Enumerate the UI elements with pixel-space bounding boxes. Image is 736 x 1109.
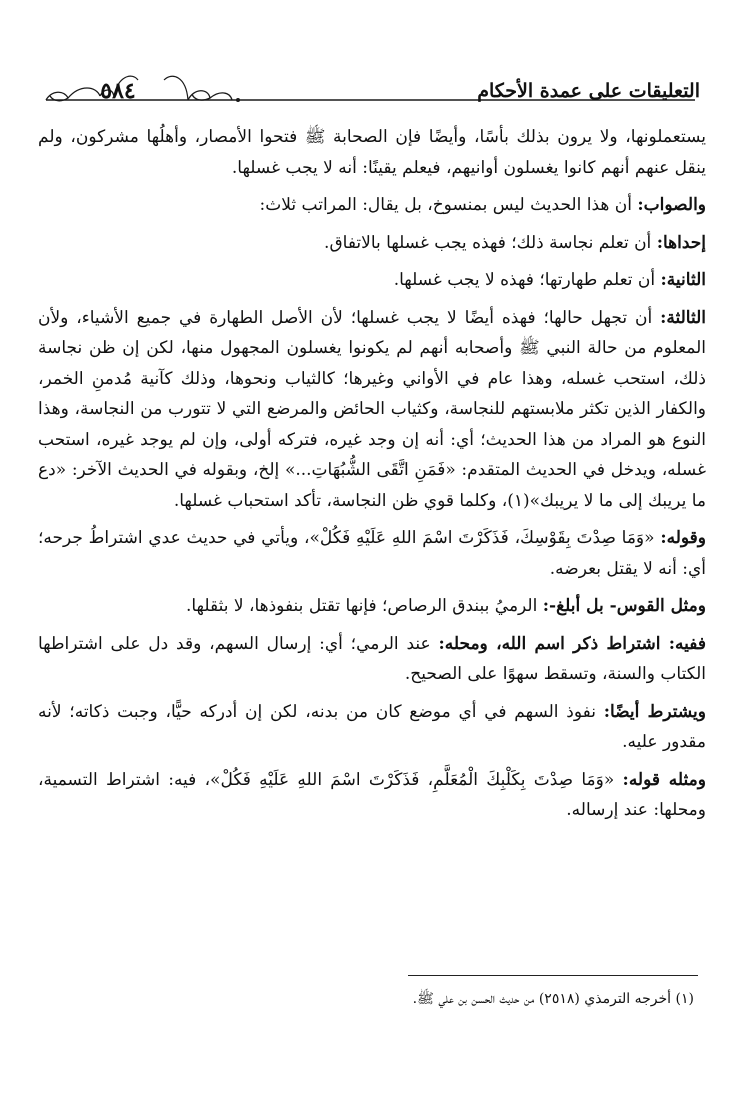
paragraph-text: أن هذا الحديث ليس بمنسوخ، بل يقال: المراتب ثلاث: bbox=[259, 195, 638, 215]
paragraph-text: أن تعلم نجاسة ذلك؛ فهذه يجب غسلها بالاتفاق. bbox=[324, 232, 657, 253]
paragraph-lead: الثالثة: bbox=[660, 307, 706, 328]
footnote: (١) أخرجه الترمذي (٢٥١٨) من حديث الحسن بن علي ﷺ. bbox=[412, 991, 694, 1007]
paragraph-text: أن تعلم طهارتها؛ فهذه لا يجب غسلها. bbox=[393, 270, 661, 290]
paragraph-lead: ففيه: اشتراط ذكر اسم الله، ومحله: bbox=[438, 633, 706, 654]
paragraph-text: نفوذ السهم في أي موضع كان من بدنه، لكن إن أدركه حيًّا، وجبت ذكاته؛ لأنه مقدور عليه. bbox=[38, 701, 706, 752]
paragraph bbox=[38, 190, 706, 221]
paragraph-lead: الثانية: bbox=[660, 270, 706, 290]
paragraph bbox=[38, 523, 706, 584]
paragraph-text: الرميُ ببندق الرصاص؛ فإنها تقتل بنفوذها، لا بثقلها. bbox=[185, 596, 543, 616]
running-title: التعليقات على عمدة الأحكام bbox=[477, 80, 700, 102]
paragraph bbox=[38, 303, 706, 517]
paragraph-lead: ومثل القوس- بل أبلغ-: bbox=[542, 596, 706, 616]
footnote-divider bbox=[408, 975, 698, 976]
paragraph-text: أن تجهل حالها؛ فهذه أيضًا لا يجب غسلها؛ لأن الأصل الطهارة في جميع الأشياء، ولأن المعلوم من حالة النبي ﷺ وأصحابه أنهم لم يكونوا يغسلون المجهول منها، لكن إن ظن نجاسة ذلك، استحب غسله، وهذا عام في الأواني وغيرها؛ كالثياب ونحوها، وذلك كآنية مُدمنِ الخمر، والكفار الذين تكثر ملابستهم للنجاسة، وكثياب الحائض والمرضع التي لا تتورب من النجاسة، وهذا النوع هو المراد من هذا الحديث؛ أي: أنه إن وجد غيره، فتركه أولى، وإن لم يوجد غيره، استحب غسله، ويدخل في الحديث المتقدم: «فَمَنِ اتَّقَى الشُّبُهَاتِ...» إلخ، وبقوله في الحديث الآخر: «دع ما يريبك إلى ما لا يريبك»(١)، وكلما قوي ظن النجاسة، تأكد استحباب غسلها. bbox=[38, 307, 706, 511]
paragraph bbox=[38, 629, 706, 690]
paragraph-text: «وَمَا صِدْتَ بِكَلْبِكَ الْمُعَلَّمِ، فَذَكَرْتَ اسْمَ اللهِ عَلَيْهِ فَكُلْ»، فيه: اشتراط التسمية، ومحلها: عند إرساله. bbox=[38, 769, 706, 820]
page-header bbox=[40, 60, 700, 120]
paragraph-lead: والصواب: bbox=[637, 195, 706, 215]
paragraph bbox=[38, 228, 706, 259]
paragraph bbox=[38, 765, 706, 826]
paragraph bbox=[38, 697, 706, 758]
paragraph bbox=[38, 122, 706, 183]
paragraph-lead: ومثله قوله: bbox=[622, 769, 706, 790]
paragraph bbox=[38, 265, 706, 296]
paragraph-text: يستعملونها، ولا يرون بذلك بأسًا، وأيضًا فإن الصحابة ﷺ فتحوا الأمصار، وأهلُها مشركون، ولم ينقل عنهم أنهم كانوا يغسلون أوانيهم، فيعلم يقينًا: أنه لا يجب غسلها. bbox=[38, 127, 706, 178]
body-text bbox=[38, 122, 706, 829]
paragraph-text: عند الرمي؛ أي: إرسال السهم، وقد دل على اشتراطها الكتاب والسنة، وتسقط سهوًا على الصحيح. bbox=[38, 633, 706, 684]
paragraph bbox=[38, 591, 706, 622]
page-number: ٥٨٤ bbox=[100, 78, 136, 104]
paragraph-text: «وَمَا صِدْتَ بِقَوْسِكَ، فَذَكَرْتَ اسْمَ اللهِ عَلَيْهِ فَكُلْ»، ويأتي في حديث عدي اشتراطُ جرحه؛ أي: أنه لا يقتل بعرضه. bbox=[38, 528, 706, 579]
paragraph-lead: إحداها: bbox=[656, 232, 706, 253]
paragraph-lead: وقوله: bbox=[660, 528, 706, 548]
paragraph-lead: ويشترط أيضًا: bbox=[603, 701, 706, 722]
